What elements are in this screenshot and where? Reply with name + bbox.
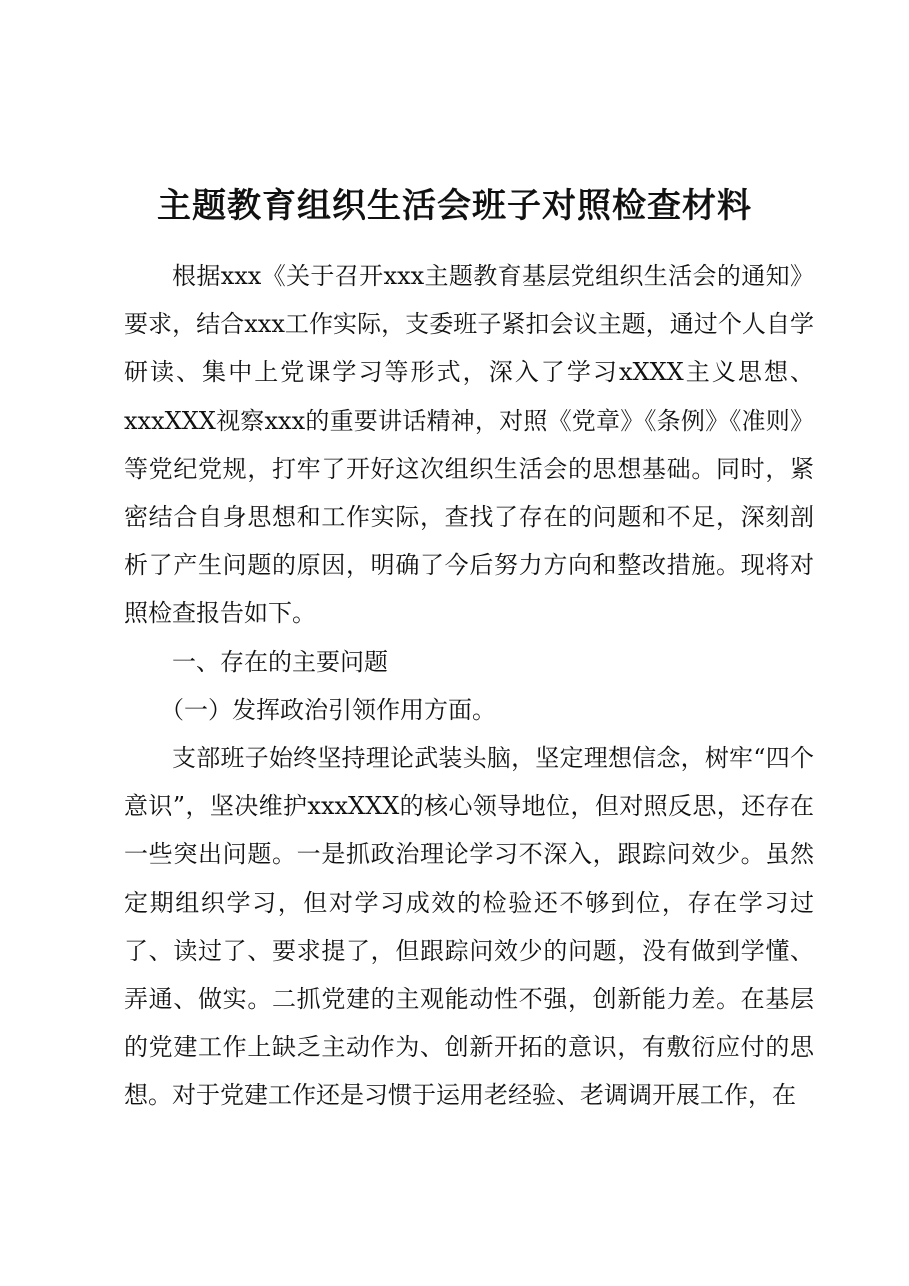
body-paragraph: 支部班子始终坚持理论武装头脑，坚定理想信念，树牢“四个意识”，坚决维护xxxXXX的核心领导地位，但对照反思，还存在一些突出问题。一是抓政治理论学习不深入，跟踪问效少。虽然定期组织学习，但对学习成效的检验还不够到位，存在学习过了、读过了、要求提了，但跟踪问效少的问题，没有做到学懂、弄通、做实。二抓党建的主观能动性不强，创新能力差。在基层的党建工作上缺乏主动作为、创新开拓的意识，有敷衍应付的思想。对于党建工作还是习惯于运用老经验、老调调开展工作，在	[124, 744, 814, 1110]
section-heading: 一、存在的主要问题	[172, 647, 388, 676]
subsection-heading: （一）发挥政治引领作用方面。	[160, 695, 496, 724]
document-body	[124, 252, 814, 1120]
document-title: 主题教育组织生活会班子对照检查材料	[157, 186, 752, 226]
intro-paragraph: 根据xxx《关于召开xxx主题教育基层党组织生活会的通知》要求，结合xxx工作实际，支委班子紧扣会议主题，通过个人自学研读、集中上党课学习等形式，深入了学习xXXX主义思想、xxxXXX视察xxx的重要讲话精神，对照《党章》《条例》《准则》等党纪党规，打牢了开好这次组织生活会的思想基础。同时，紧密结合自身思想和工作实际，查找了存在的问题和不足，深刻剖析了产生问题的原因，明确了今后努力方向和整改措施。现将对照检查报告如下。	[124, 262, 814, 628]
